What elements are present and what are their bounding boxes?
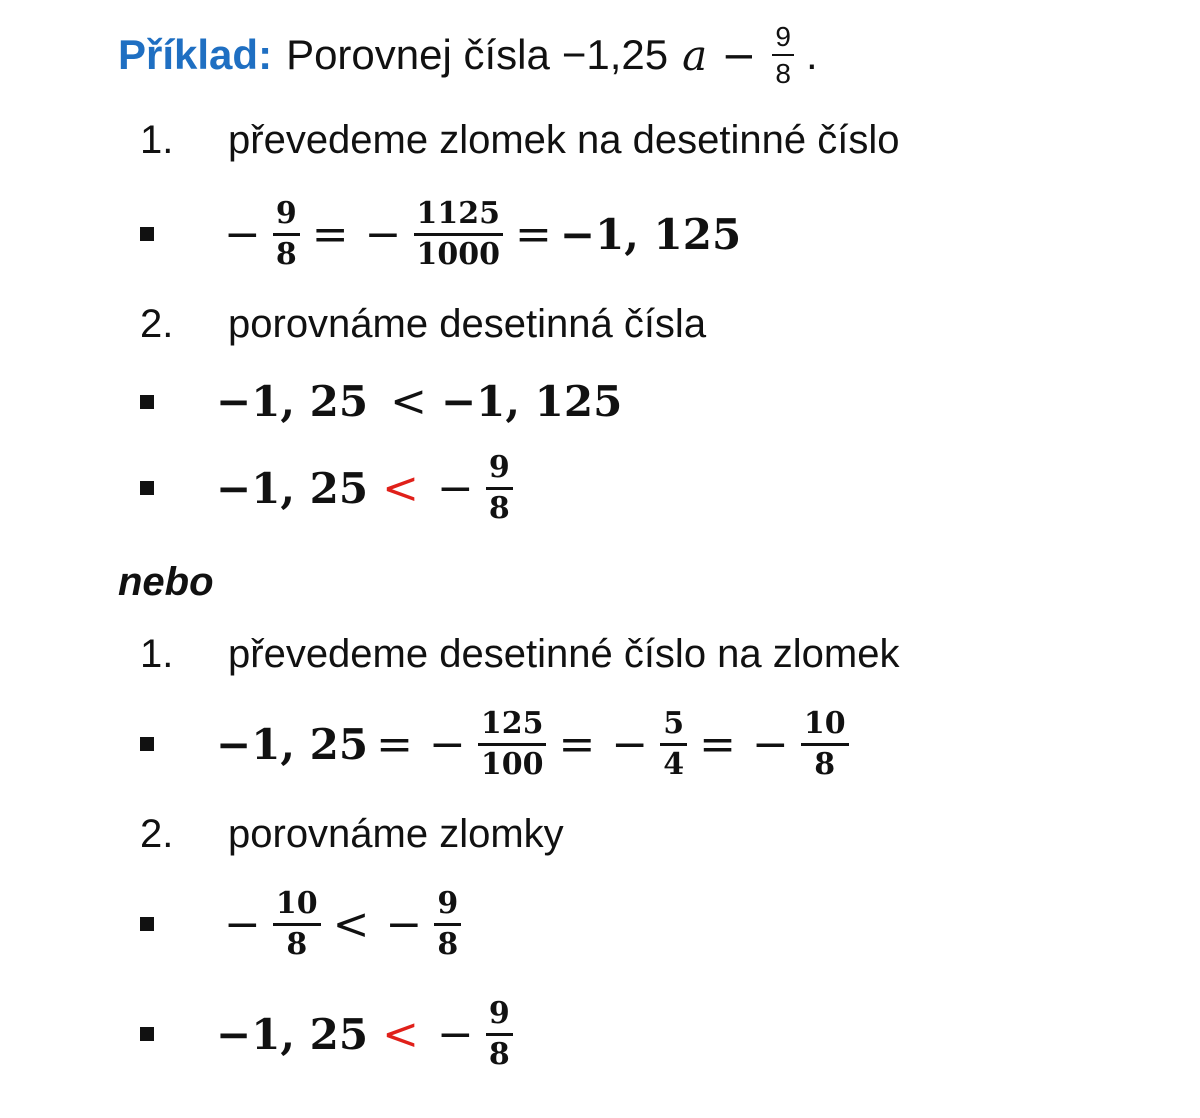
fraction-denominator: 8 bbox=[286, 926, 308, 962]
equals-sign: = bbox=[699, 718, 736, 770]
fraction-denominator: 8 bbox=[437, 926, 459, 962]
fraction-bar bbox=[434, 923, 461, 926]
fraction-bar bbox=[660, 743, 687, 746]
step-text: převedeme zlomek na desetinné číslo bbox=[228, 118, 900, 162]
fraction-numerator: 5 bbox=[663, 706, 685, 741]
fraction bbox=[660, 708, 687, 780]
less-than-sign: < bbox=[390, 376, 427, 427]
minus-sign: − bbox=[436, 1008, 474, 1060]
method2-comparison-fractions bbox=[140, 888, 465, 960]
equals-sign: = bbox=[376, 718, 413, 770]
method1-comparison-decimal bbox=[140, 376, 622, 427]
fraction bbox=[414, 198, 504, 270]
or-label: nebo bbox=[118, 560, 214, 604]
math-expression bbox=[216, 888, 465, 960]
example-fraction bbox=[772, 22, 794, 89]
fraction bbox=[486, 452, 513, 524]
fraction-denominator: 8 bbox=[488, 490, 510, 526]
fraction bbox=[434, 888, 461, 960]
step-number: 2. bbox=[140, 812, 174, 856]
fraction-bar bbox=[486, 1033, 513, 1036]
math-expression bbox=[216, 452, 517, 524]
example-title bbox=[118, 22, 818, 89]
bullet-icon bbox=[140, 917, 154, 931]
method1-step2 bbox=[140, 302, 706, 347]
example-conjunction: a bbox=[682, 30, 708, 80]
example-label: Příklad: bbox=[118, 31, 273, 79]
minus-sign: − bbox=[428, 718, 466, 770]
bullet-icon bbox=[140, 481, 154, 495]
fraction bbox=[273, 888, 321, 960]
step-number: 2. bbox=[140, 302, 174, 346]
fraction-numerator: 9 bbox=[488, 450, 510, 485]
fraction-bar bbox=[486, 487, 513, 490]
step-text: porovnáme desetinná čísla bbox=[228, 302, 707, 346]
math-expression bbox=[216, 998, 517, 1070]
fraction-numerator: 9 bbox=[488, 996, 510, 1031]
minus-sign: − bbox=[436, 462, 474, 514]
step-text: převedeme desetinné číslo na zlomek bbox=[228, 632, 900, 676]
fraction-bar bbox=[772, 54, 794, 56]
fraction-numerator: 125 bbox=[480, 706, 544, 741]
equals-sign: = bbox=[311, 208, 349, 260]
bullet-icon bbox=[140, 1027, 154, 1041]
example-period: . bbox=[805, 31, 818, 79]
minus-sign: − bbox=[224, 898, 261, 950]
fraction-denominator: 4 bbox=[663, 746, 685, 782]
fraction-bar bbox=[273, 233, 300, 236]
fraction bbox=[486, 998, 513, 1070]
right-value: −1, 125 bbox=[440, 377, 623, 426]
minus-sign: − bbox=[751, 718, 789, 770]
step-number: 1. bbox=[140, 632, 174, 676]
result-value: −1, 125 bbox=[559, 209, 742, 259]
left-value: −1, 25 bbox=[216, 1009, 369, 1059]
method2-equation bbox=[140, 708, 853, 780]
fraction-bar bbox=[478, 743, 547, 746]
minus-sign: − bbox=[385, 898, 423, 950]
fraction-bar bbox=[414, 233, 504, 236]
method1-equation bbox=[140, 198, 741, 270]
bullet-icon bbox=[140, 227, 154, 241]
fraction bbox=[801, 708, 849, 780]
less-than-sign: < bbox=[382, 1008, 419, 1060]
step-number: 1. bbox=[140, 118, 174, 162]
left-value: −1, 25 bbox=[216, 377, 369, 426]
bullet-icon bbox=[140, 737, 154, 751]
fraction-numerator: 10 bbox=[803, 706, 846, 741]
minus-sign: − bbox=[224, 208, 261, 260]
bullet-icon bbox=[140, 395, 154, 409]
math-expression bbox=[216, 708, 853, 780]
math-expression bbox=[216, 376, 622, 427]
fraction-bar bbox=[801, 743, 849, 746]
fraction-numerator: 9 bbox=[775, 21, 791, 52]
method2-step1 bbox=[140, 632, 899, 677]
equals-sign: = bbox=[558, 718, 596, 770]
fraction-bar bbox=[273, 923, 321, 926]
example-text: Porovnej čísla bbox=[286, 31, 550, 79]
fraction bbox=[478, 708, 547, 780]
fraction-numerator: 9 bbox=[437, 886, 459, 921]
less-than-sign: < bbox=[332, 898, 370, 950]
fraction-denominator: 100 bbox=[480, 746, 544, 782]
fraction-denominator: 8 bbox=[814, 746, 836, 782]
fraction-denominator: 1000 bbox=[416, 236, 500, 272]
step-text: porovnáme zlomky bbox=[228, 812, 564, 856]
fraction-numerator: 10 bbox=[275, 886, 318, 921]
fraction-numerator: 9 bbox=[275, 196, 297, 231]
equals-sign: = bbox=[515, 208, 552, 260]
less-than-sign: < bbox=[382, 462, 419, 514]
minus-sign: − bbox=[364, 208, 402, 260]
left-value: −1, 25 bbox=[216, 719, 369, 769]
fraction-denominator: 8 bbox=[775, 58, 791, 90]
example-number: −1,25 bbox=[561, 31, 669, 79]
method2-comparison-result bbox=[140, 998, 517, 1070]
fraction-denominator: 8 bbox=[488, 1036, 510, 1072]
fraction-numerator: 1125 bbox=[416, 196, 500, 231]
fraction bbox=[273, 198, 300, 270]
math-expression bbox=[216, 198, 741, 270]
left-value: −1, 25 bbox=[216, 463, 369, 513]
fraction-denominator: 8 bbox=[275, 236, 297, 272]
method1-step1 bbox=[140, 118, 899, 163]
example-minus: − bbox=[721, 30, 757, 80]
minus-sign: − bbox=[611, 718, 649, 770]
method2-step2 bbox=[140, 812, 564, 857]
method1-comparison-result bbox=[140, 452, 517, 524]
